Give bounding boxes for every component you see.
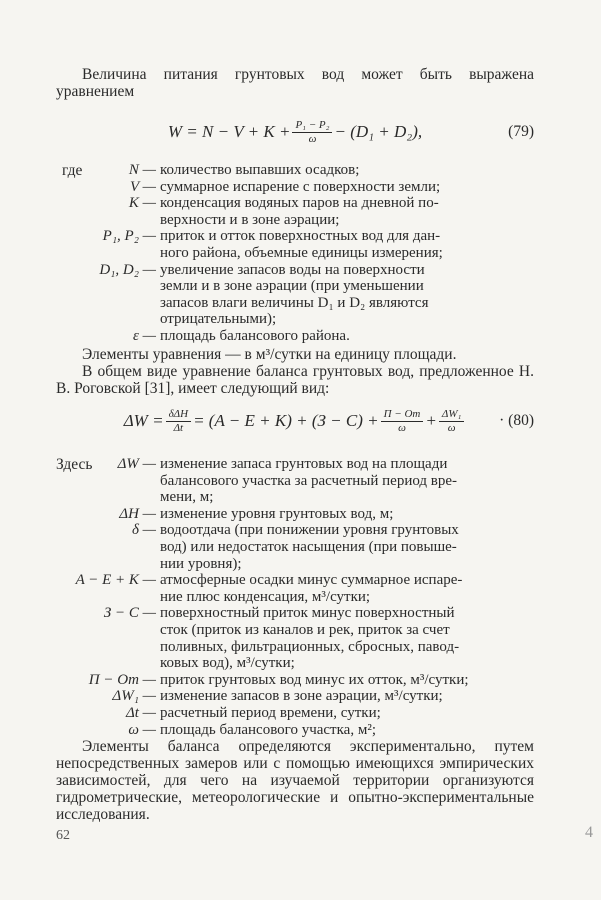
def-row [56,705,534,722]
eq80-fraction-3 [439,408,464,435]
eq80-f3-num: ΔW₁ [439,408,464,422]
def-row-cont [56,489,534,506]
def-text: нии уровня); [160,555,242,572]
def-text: верхности и в зоне аэрации; [160,211,340,228]
def-text: изменение запасов в зоне аэрации, м³/сутки; [160,688,443,705]
def-text: увеличение запасов воды на поверхности [160,261,425,278]
def-text: запасов влаги величины D₁ и D₂ являются [160,294,429,311]
def-symbol: A − E + K — [75,572,156,589]
eq80-fraction-1 [166,408,192,435]
def-text: количество выпавших осадков; [160,162,360,178]
eq79-number: (79) [508,123,534,140]
where-word: где [62,162,83,179]
eq80-lhs: ΔW = [123,411,164,430]
def-symbol: D₁, D₂ — [99,261,156,278]
units-sentence: Элементы уравнения — в м³/сутки на единицу площади. [82,346,457,363]
eq80-f2-num: П − От [381,408,424,422]
def-row-cont [56,655,534,672]
def-row-cont [56,245,534,262]
def-symbol: З − C — [103,605,156,622]
eq79-frac-den: ω [308,132,317,145]
def-row [56,179,534,196]
def-text: суммарное испарение с поверхности земли; [160,178,441,195]
eq80-number: · (80) [499,412,534,429]
intro-paragraph: Величина питания грунтовых вод может быть выражена уравнением [56,66,534,100]
eq80-f1-den: Δt [173,421,184,434]
def-row-cont [56,539,534,556]
def-text: ного района, объемные единицы измерения; [160,244,443,261]
def-row [56,328,534,345]
def-row-cont [56,639,534,656]
def-row-cont [56,473,534,490]
def-row-cont [56,311,534,328]
def-text: поливных, фильтрационных, сбросных, павод- [160,638,460,655]
definitions-80 [56,456,534,738]
def-text: площадь балансового участка, м²; [160,721,376,738]
def-row [56,228,534,245]
def-symbol: ω — [128,721,156,738]
def-row [56,262,534,279]
here-word: Здесь [56,456,93,473]
def-symbol: N — [128,162,156,178]
def-row-cont [56,556,534,573]
eq80-f3-den: ω [447,421,456,434]
definitions-79 [56,162,534,345]
def-text: земли и в зоне аэрации (при уменьшении [160,278,424,295]
eq80-f2-den: ω [398,421,406,434]
def-symbol: П − От — [88,671,156,688]
def-symbol: V — [130,178,156,195]
def-text: мени, м; [160,489,214,506]
def-row [56,522,534,539]
def-text: атмосферные осадки минус суммарное испаре- [160,572,463,589]
def-symbol: Δt — [125,704,156,721]
equation-80 [56,404,534,438]
final-paragraph: Элементы баланса определяются экспериментально, путем непосредственных замеров или с помощью имеющихся эмпирических зависимостей, для чего на изучаемой территории организуются гидрометрические, метеорологические и опытно-экспериментальные исследования. [56,738,534,823]
def-row [56,572,534,589]
def-row-cont [56,589,534,606]
def-text: ковых вод), м³/сутки; [160,655,295,672]
def-text: изменение запаса грунтовых вод на площади [160,456,448,472]
eq80-mid: = (A − E + K) + (З − C) + [193,411,379,430]
def-symbol: ε — [133,327,156,344]
def-symbol: P₁, P₂ — [102,228,156,245]
def-symbol: ΔW₁ — [112,688,156,705]
page-number: 62 [56,828,70,843]
def-text: площадь балансового района. [160,327,350,344]
def-text: ние плюс конденсация, м³/сутки; [160,588,371,605]
def-text: вод) или недостаток насыщения (при повыше- [160,538,457,555]
eq79-frac-num: P₁ − P₂ [292,119,332,133]
def-row [56,456,534,473]
def-symbol: K — [128,195,156,212]
def-symbol: ΔH — [119,505,156,522]
general-paragraph: В общем виде уравнение баланса грунтовых вод, предложенное Н. В. Роговской [31], имеет следующий вид: [56,363,534,397]
def-symbol: δ — [131,522,156,539]
equation-79 [56,116,534,148]
def-row-cont [56,278,534,295]
def-row [56,605,534,622]
eq79-lhs: W = N − V + K + [167,122,291,141]
def-text: изменение уровня грунтовых вод, м; [160,505,394,522]
def-row [56,688,534,705]
edge-mark: 4 [585,824,593,841]
def-row [56,672,534,689]
def-text: водоотдача (при понижении уровня грунтовых [160,522,459,539]
eq80-plus: + [425,411,437,430]
def-row-cont [56,212,534,229]
def-row [56,162,534,179]
def-text: расчетный период времени, сутки; [160,704,381,721]
def-text: конденсация водяных паров на дневной по- [160,195,439,212]
eq80-f1-num: δΔH [166,408,192,422]
def-text: сток (приток из каналов и рек, приток за счет [160,621,450,638]
eq79-tail: − (D₁ + D₂), [334,122,423,141]
def-row [56,506,534,523]
eq80-fraction-2 [381,408,424,435]
def-text: приток грунтовых вод минус их отток, м³/сутки; [160,671,469,688]
def-text: балансового участка за расчетный период вре- [160,472,458,489]
def-row-cont [56,622,534,639]
def-text: приток и отток поверхностных вод для дан- [160,228,441,245]
def-text: отрицательными); [160,311,277,328]
def-text: поверхностный приток минус поверхностный [160,605,455,622]
def-row [56,722,534,739]
def-row-cont [56,295,534,312]
def-symbol: ΔW — [117,456,156,472]
eq79-fraction [292,119,332,146]
def-row [56,195,534,212]
